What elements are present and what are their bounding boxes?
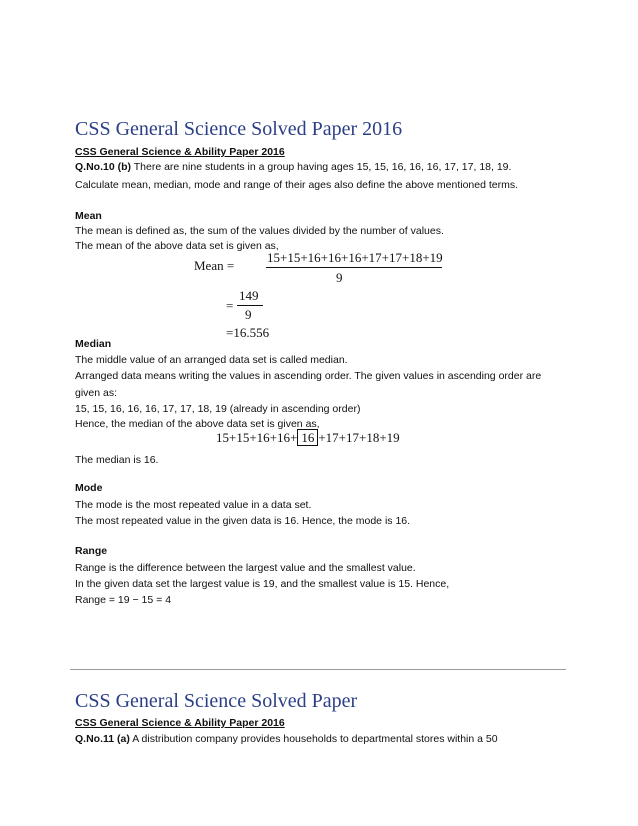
question-label: Q.No.10 (b) <box>75 161 132 173</box>
median-boxed-value: 16 <box>297 429 318 446</box>
section-divider <box>70 669 566 670</box>
question-line <box>75 160 511 174</box>
section-2-title: CSS General Science Solved Paper <box>75 690 358 712</box>
mode-result: The most repeated value in the given data is 16. Hence, the mode is 16. <box>75 515 411 527</box>
section-2-question <box>75 732 498 746</box>
mean-heading: Mean <box>75 210 102 222</box>
median-line-4: 15, 15, 16, 16, 16, 17, 17, 18, 19 (already in ascending order) <box>75 403 361 415</box>
median-expression <box>216 430 400 446</box>
median-expr-before: 15+15+16+16+ <box>216 430 298 445</box>
section-2-subtitle: CSS General Science & Ability Paper 2016 <box>75 717 285 729</box>
median-line-2: Arranged data means writing the values in ascending order. The given values in ascending order are <box>75 370 542 382</box>
mean-intro: The mean of the above data set is given as, <box>75 240 279 252</box>
paper-subtitle: CSS General Science & Ability Paper 2016 <box>75 146 285 158</box>
question-text: There are nine students in a group having ages 15, 15, 16, 16, 16, 17, 17, 18, 19. <box>131 161 512 173</box>
section-2-question-label: Q.No.11 (a) <box>75 733 130 745</box>
range-definition: Range is the difference between the largest value and the smallest value. <box>75 562 416 574</box>
mean-denominator: 9 <box>336 270 343 285</box>
equals-sign: = <box>226 298 234 313</box>
mean-result: =16.556 <box>226 325 270 340</box>
sum-numerator: 149 <box>239 288 259 303</box>
median-result: The median is 16. <box>75 454 159 466</box>
mode-definition: The mode is the most repeated value in a data set. <box>75 499 312 511</box>
median-definition: The middle value of an arranged data set is called median. <box>75 354 348 366</box>
mean-numerator: 15+15+16+16+16+17+17+18+19 <box>267 250 443 265</box>
range-heading: Range <box>75 545 108 557</box>
question-line-2: Calculate mean, median, mode and range of their ages also define the above mentioned terms. <box>75 179 519 191</box>
fraction-bar <box>266 267 442 268</box>
mean-definition: The mean is defined as, the sum of the values divided by the number of values. <box>75 225 444 237</box>
sum-denominator: 9 <box>245 307 252 322</box>
median-expr-after: +17+17+18+19 <box>318 430 400 445</box>
section-title: CSS General Science Solved Paper 2016 <box>75 118 403 140</box>
range-line-2: In the given data set the largest value is 19, and the smallest value is 15. Hence, <box>75 578 450 590</box>
mode-heading: Mode <box>75 482 103 494</box>
mean-label: Mean = <box>194 258 235 273</box>
fraction-bar-2 <box>237 305 263 306</box>
median-line-5: Hence, the median of the above data set is given as, <box>75 418 320 430</box>
median-line-3: given as: <box>75 387 118 399</box>
range-result: Range = 19 − 15 = 4 <box>75 594 172 606</box>
section-2-question-text: A distribution company provides households to departmental stores within a 50 <box>129 733 498 745</box>
median-heading: Median <box>75 338 112 350</box>
